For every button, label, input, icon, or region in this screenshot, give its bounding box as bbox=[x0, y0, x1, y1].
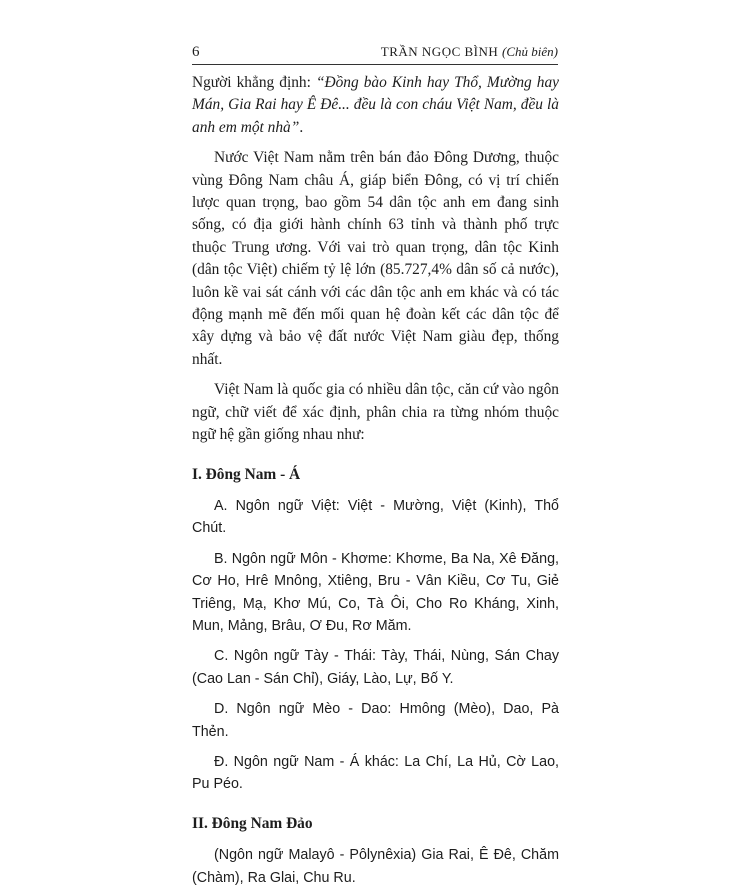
intro-tail: . bbox=[299, 118, 304, 136]
list-item-c: C. Ngôn ngữ Tày - Thái: Tày, Thái, Nùng, Sán Chay (Cao Lan - Sán Chỉ), Giáy, Lào, Lự, Bố Y. bbox=[192, 648, 559, 687]
running-head bbox=[381, 44, 558, 60]
editor-note: (Chủ biên) bbox=[502, 44, 558, 59]
list-item-b: B. Ngôn ngữ Môn - Khơme: Khơme, Ba Na, Xê Đăng, Cơ Ho, Hrê Mnông, Xtiêng, Bru - Vân Kiều, Cơ Tu, Giẻ Triêng, Mạ, Khơ Mú, Co, Tà Ôi, Cho Ro Kháng, Xinh, Mun, Mảng, Brâu, Ơ Đu, Rơ Măm. bbox=[192, 550, 559, 634]
section-heading-austronesian: II. Đông Nam Đảo bbox=[192, 814, 313, 832]
page-number: 6 bbox=[192, 44, 200, 60]
page-header bbox=[192, 42, 558, 65]
body-text bbox=[192, 72, 559, 889]
paragraph-languages: Việt Nam là quốc gia có nhiều dân tộc, căn cứ vào ngôn ngữ, chữ viết để xác định, phân chia ra từng nhóm thuộc ngữ hệ gần giống nhau như: bbox=[192, 381, 559, 444]
author-name: TRẦN NGỌC BÌNH bbox=[380, 44, 499, 59]
intro-lead: Người khẳng định: bbox=[192, 74, 316, 91]
list-item-dd: Đ. Ngôn ngữ Nam - Á khác: La Chí, La Hủ, Cờ Lao, Pu Péo. bbox=[192, 753, 559, 793]
list-item-d: D. Ngôn ngữ Mèo - Dao: Hmông (Mèo), Dao, Pà Thẻn. bbox=[192, 701, 559, 740]
section2-text: (Ngôn ngữ Malayô - Pôlynêxia) Gia Rai, Ê Đê, Chăm (Chàm), Ra Glai, Chu Ru. bbox=[192, 847, 559, 886]
paragraph-geography: Nước Việt Nam nằm trên bán đảo Đông Dương, thuộc vùng Đông Nam châu Á, giáp biển Đông, có vị trí chiến lược quan trọng, bao gồm 54 dân tộc anh em đang sinh sống, có địa giới hành chính 63 tỉnh và thành phố trực thuộc Trung ương. Với vai trò quan trọng, dân tộc Kinh (dân tộc Việt) chiếm tỷ lệ lớn (85.727,4% dân số cả nước), luôn kề vai sát cánh với các dân tộc anh em khác và có tác động mạnh mẽ đến mối quan hệ đoàn kết các dân tộc để xây dựng và bảo vệ đất nước Việt Nam giàu đẹp, thống nhất. bbox=[192, 149, 559, 368]
intro-paragraph bbox=[192, 72, 559, 139]
intro-quote: “Đồng bào Kinh hay Thổ, Mường hay Mán, Gia Rai hay Ê Đê... đều là con cháu Việt Nam, đều là anh em một nhà” bbox=[192, 74, 559, 136]
section-heading-southeast-asia: I. Đông Nam - Á bbox=[192, 465, 301, 483]
list-item-a: A. Ngôn ngữ Việt: Việt - Mường, Việt (Kinh), Thổ Chút. bbox=[192, 497, 559, 537]
